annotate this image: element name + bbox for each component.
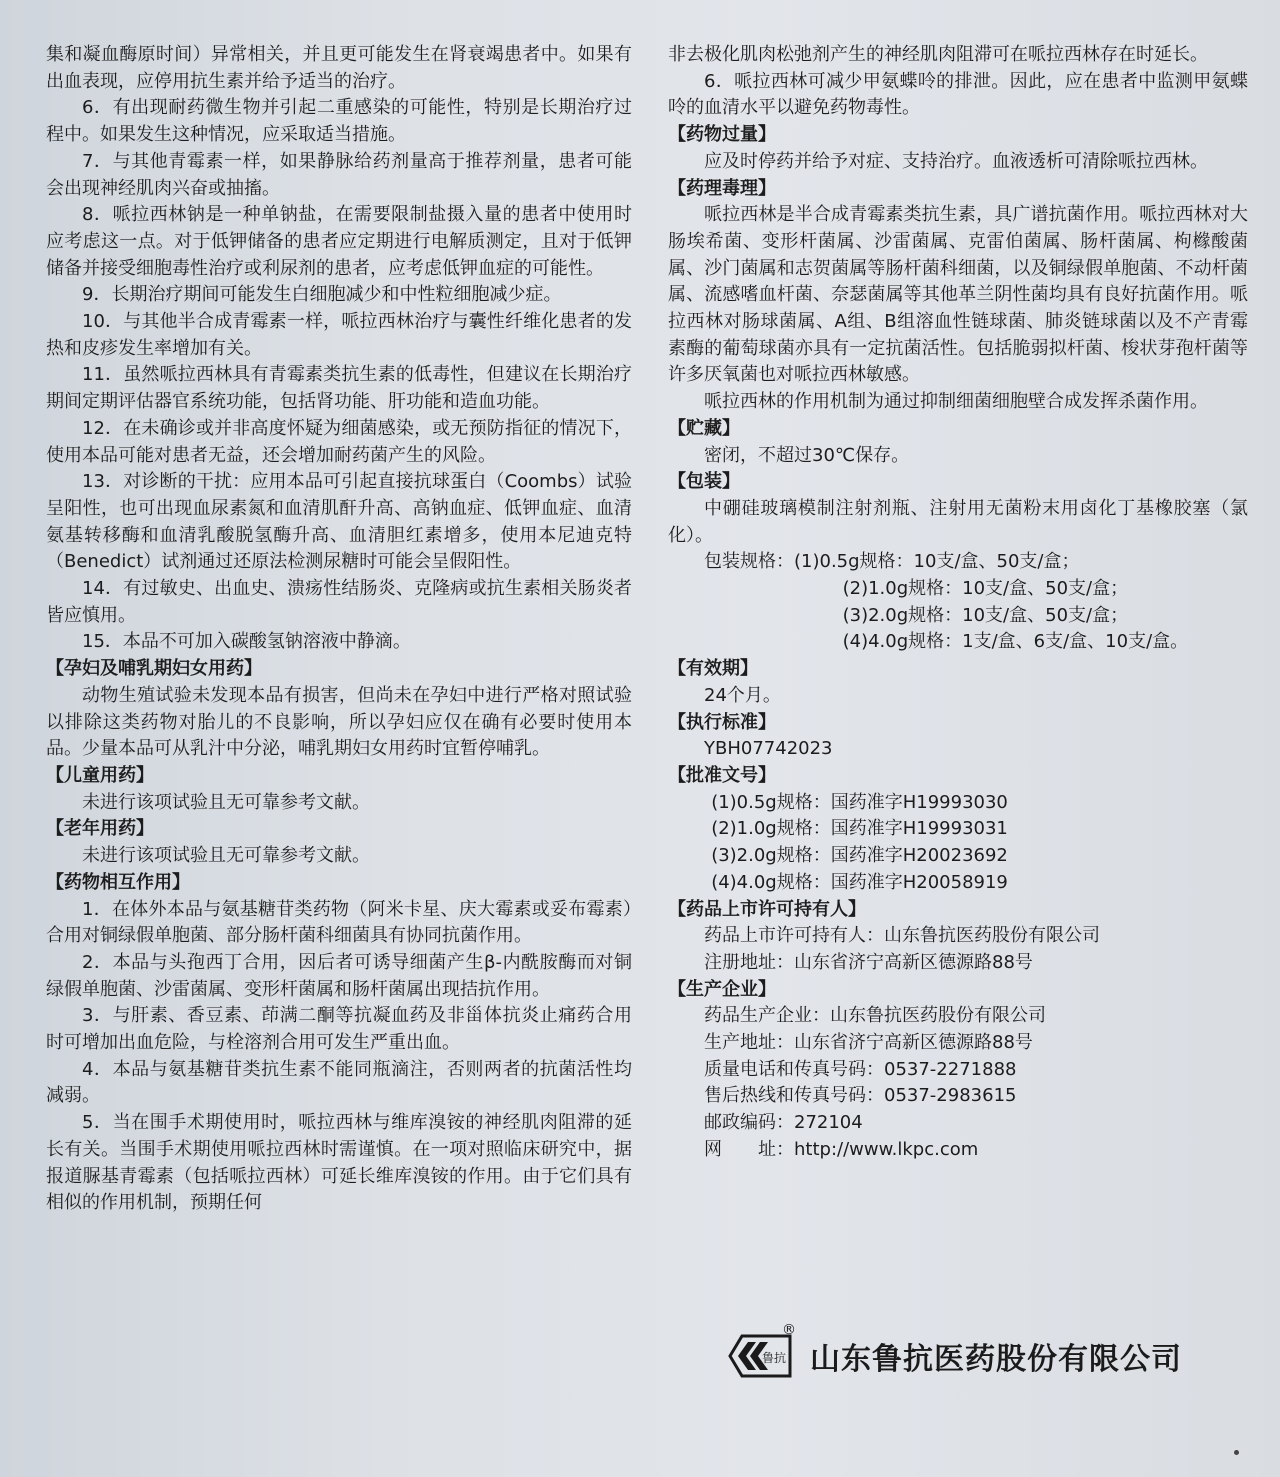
paragraph: 10．与其他半合成青霉素一样，哌拉西林治疗与囊性纤维化患者的发热和皮疹发生率增加有关。: [46, 311, 632, 359]
paragraph: (4)4.0g规格：国药准字H20058919: [711, 871, 1008, 893]
section-heading: 【贮藏】: [668, 417, 740, 439]
paragraph: 24个月。: [704, 684, 781, 706]
paragraph: 密闭，不超过30℃保存。: [704, 444, 910, 466]
paragraph: 药品生产企业：山东鲁抗医药股份有限公司: [704, 1005, 1046, 1027]
paragraph: 中硼硅玻璃模制注射剂瓶、注射用无菌粉末用卤化丁基橡胶塞（氯化）。: [668, 497, 1248, 546]
section-heading: 【孕妇及哺乳期妇女用药】: [46, 658, 262, 680]
paragraph: 网 址：http://www.lkpc.com: [704, 1138, 979, 1160]
paragraph: (2)1.0g规格：10支/盒、50支/盒；: [842, 578, 1129, 600]
section-heading: 【有效期】: [668, 658, 758, 680]
section-heading: 【药物相互作用】: [46, 871, 190, 893]
paragraph: 3．与肝素、香豆素、茚满二酮等抗凝血药及非甾体抗炎止痛药合用时可增加出血危险，与栓溶剂合用可发生严重出血。: [46, 1005, 632, 1054]
paragraph: YBH07742023: [704, 738, 833, 760]
paragraph: 注册地址：山东省济宁高新区德源路88号: [704, 951, 1033, 973]
section-heading: 【儿童用药】: [46, 764, 154, 786]
paragraph: 11．虽然哌拉西林具有青霉素类抗生素的低毒性，但建议在长期治疗期间定期评估器官系统功能，包括肾功能、肝功能和造血功能。: [46, 364, 632, 413]
logo-mark-text: 鲁抗: [761, 1351, 787, 1365]
paragraph: 6．哌拉西林可减少甲氨蝶呤的排泄。因此，应在患者中监测甲氨蝶呤的血清水平以避免药物毒性。: [668, 70, 1248, 119]
registered-mark: ®: [782, 1322, 796, 1338]
paragraph: 14．有过敏史、出血史、溃疡性结肠炎、克隆病或抗生素相关肠炎者皆应慎用。: [46, 578, 632, 626]
paragraph: (3)2.0g规格：10支/盒、50支/盒；: [842, 604, 1129, 626]
paragraph: 2．本品与头孢西丁合用，因后者可诱导细菌产生β-内酰胺酶而对铜绿假单胞菌、沙雷菌属、变形杆菌属和肠杆菌属出现拮抗作用。: [46, 951, 632, 1000]
section-heading: 【药品上市许可持有人】: [668, 898, 866, 920]
section-heading: 【批准文号】: [668, 764, 776, 786]
paragraph: 9．长期治疗期间可能发生白细胞减少和中性粒细胞减少症。: [82, 284, 562, 306]
paragraph: 质量电话和传真号码：0537-2271888: [704, 1058, 1017, 1080]
paragraph: 哌拉西林是半合成青霉素类抗生素，具广谱抗菌作用。哌拉西林对大肠埃希菌、变形杆菌属、沙雷菌属、克雷伯菌属、肠杆菌属、枸橼酸菌属、沙门菌属和志贺菌属等肠杆菌科细菌，以及铜绿假单胞菌、不动杆菌属、流感嗜血杆菌、奈瑟菌属等其他革兰阴性菌均具有良好抗菌作用。哌拉西林对肠球菌属、A组、B组溶血性链球菌、肺炎链球菌以及不产青霉素酶的葡萄球菌亦具有一定抗菌活性。包括脆弱拟杆菌、梭状芽孢杆菌等许多厌氧菌也对哌拉西林敏感。: [668, 204, 1248, 386]
speck: [1234, 1450, 1239, 1455]
section-heading: 【包装】: [668, 471, 740, 493]
paragraph: 生产地址：山东省济宁高新区德源路88号: [704, 1032, 1033, 1054]
paragraph: 售后热线和传真号码：0537-2983615: [704, 1085, 1017, 1107]
paragraph: 7．与其他青霉素一样，如果静脉给药剂量高于推荐剂量，患者可能会出现神经肌肉兴奋或抽搐。: [46, 150, 632, 199]
section-heading: 【执行标准】: [668, 711, 776, 733]
company-logo: [728, 1322, 1182, 1384]
paragraph: 1．在体外本品与氨基糖苷类药物（阿米卡星、庆大霉素或妥布霉素）合用对铜绿假单胞菌、部分肠杆菌科细菌具有协同抗菌作用。: [46, 898, 632, 947]
paragraph: 12．在未确诊或并非高度怀疑为细菌感染，或无预防指征的情况下，使用本品可能对患者无益，还会增加耐药菌产生的风险。: [46, 417, 632, 466]
paragraph: (2)1.0g规格：国药准字H19993031: [711, 818, 1008, 840]
paragraph: 包装规格：(1)0.5g规格：10支/盒、50支/盒；: [704, 551, 1080, 573]
paragraph: 哌拉西林的作用机制为通过抑制细菌细胞壁合成发挥杀菌作用。: [704, 391, 1208, 413]
paragraph: (4)4.0g规格：1支/盒、6支/盒、10支/盒。: [842, 631, 1189, 653]
paragraph: 15．本品不可加入碳酸氢钠溶液中静滴。: [82, 631, 411, 653]
paragraph: 集和凝血酶原时间）异常相关，并且更可能发生在肾衰竭患者中。如果有出血表现，应停用抗生素并给予适当的治疗。: [46, 44, 632, 92]
left-column: [46, 42, 632, 1217]
paragraph: 13．对诊断的干扰：应用本品可引起直接抗球蛋白（Coombs）试验呈阳性，也可出现血尿素氮和血清肌酐升高、高钠血症、低钾血症、血清氨基转移酶和血清乳酸脱氢酶升高、血清胆红素增多，使用本尼迪克特（Benedict）试剂通过还原法检测尿糖时可能会呈假阳性。: [46, 471, 632, 573]
paragraph: 非去极化肌肉松弛剂产生的神经肌肉阻滞可在哌拉西林存在时延长。: [668, 44, 1208, 65]
paragraph: 未进行该项试验且无可靠参考文献。: [82, 791, 370, 813]
paragraph: 6．有出现耐药微生物并引起二重感染的可能性，特别是长期治疗过程中。如果发生这种情况，应采取适当措施。: [46, 97, 632, 146]
section-heading: 【药理毒理】: [668, 177, 776, 199]
company-name: 山东鲁抗医药股份有限公司: [810, 1342, 1182, 1377]
lukang-logo-icon: [728, 1322, 796, 1380]
paragraph: 5．当在围手术期使用时，哌拉西林与维库溴铵的神经肌肉阻滞的延长有关。当围手术期使用哌拉西林时需谨慎。在一项对照临床研究中，据报道脲基青霉素（包括哌拉西林）可延长维库溴铵的作用。由于它们具有相似的作用机制，预期任何: [46, 1112, 632, 1214]
paragraph: 4．本品与氨基糖苷类抗生素不能同瓶滴注，否则两者的抗菌活性均减弱。: [46, 1058, 632, 1107]
paragraph: 应及时停药并给予对症、支持治疗。血液透析可清除哌拉西林。: [704, 150, 1208, 172]
paragraph: 8．哌拉西林钠是一种单钠盐，在需要限制盐摄入量的患者中使用时应考虑这一点。对于低钾储备的患者应定期进行电解质测定，且对于低钾储备并接受细胞毒性治疗或利尿剂的患者，应考虑低钾血症的可能性。: [46, 204, 632, 279]
paragraph: (3)2.0g规格：国药准字H20023692: [711, 845, 1008, 867]
paragraph: 药品上市许可持有人：山东鲁抗医药股份有限公司: [704, 925, 1100, 947]
section-heading: 【生产企业】: [668, 978, 776, 1000]
section-heading: 【老年用药】: [46, 818, 154, 840]
section-heading: 【药物过量】: [668, 124, 776, 146]
right-column: [668, 42, 1248, 1164]
paragraph: 未进行该项试验且无可靠参考文献。: [82, 845, 370, 867]
paragraph: (1)0.5g规格：国药准字H19993030: [711, 791, 1008, 813]
paragraph: 邮政编码：272104: [704, 1112, 863, 1134]
paragraph: 动物生殖试验未发现本品有损害，但尚未在孕妇中进行严格对照试验以排除这类药物对胎儿的不良影响，所以孕妇应仅在确有必要时使用本品。少量本品可从乳汁中分泌，哺乳期妇女用药时宜暂停哺乳。: [46, 684, 632, 760]
